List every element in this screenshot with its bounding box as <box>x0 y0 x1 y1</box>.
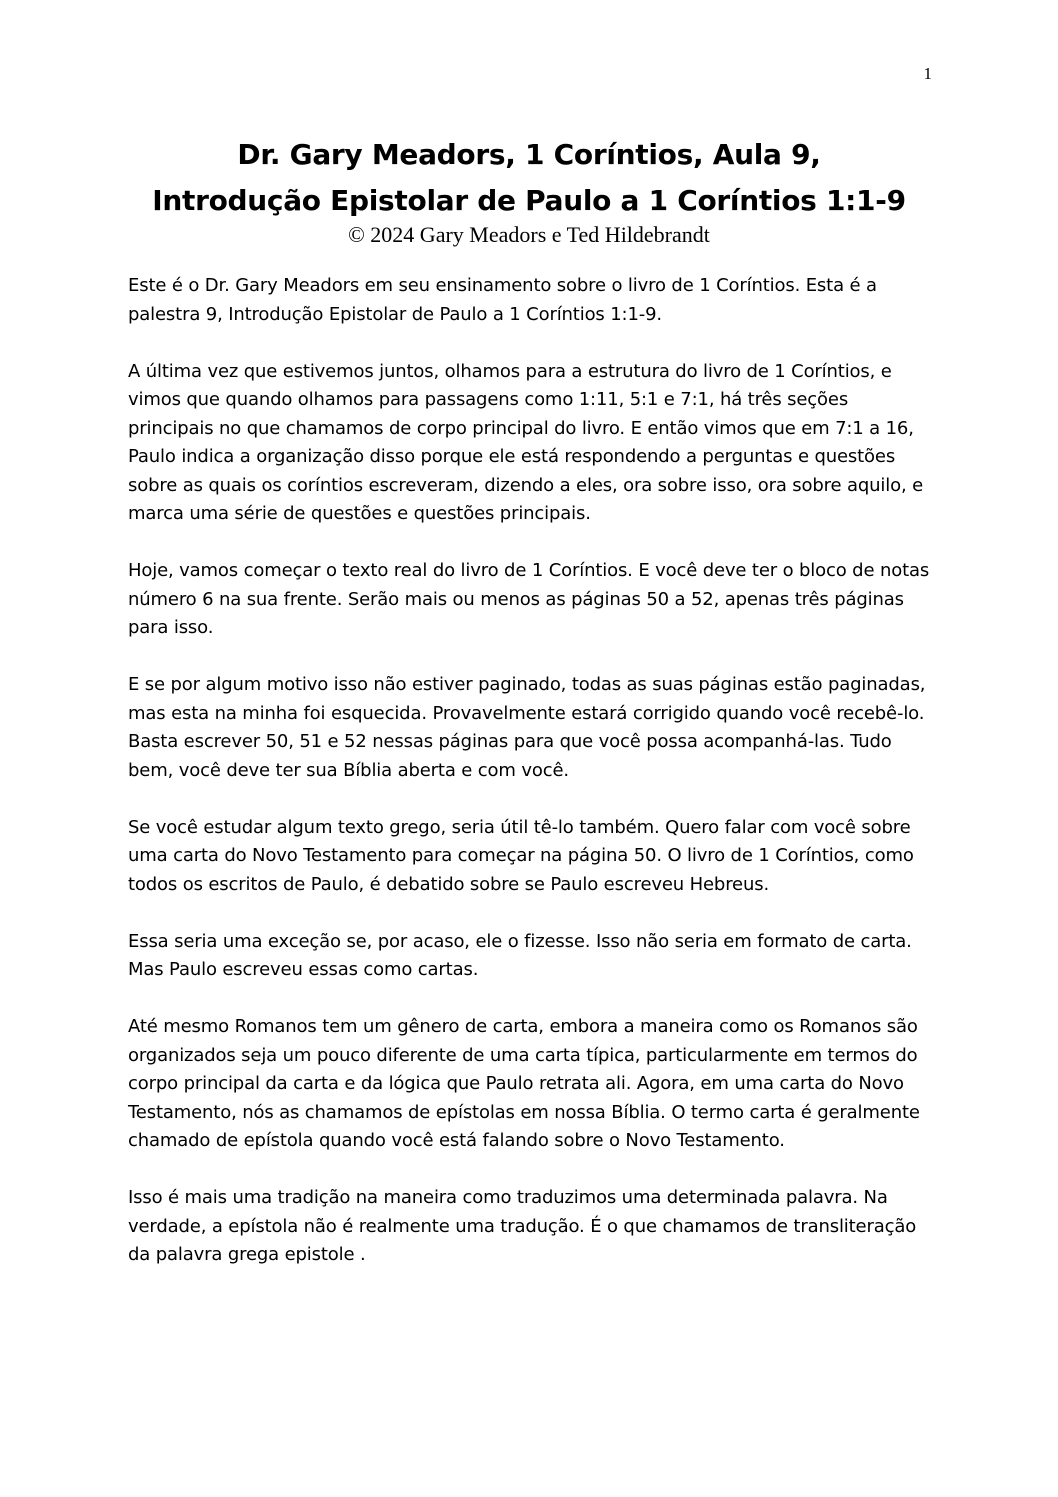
paragraph-2: A última vez que estivemos juntos, olhamos para a estrutura do livro de 1 Coríntios, e vimos que quando olhamos para passagens como 1:11, 5:1 e 7:1, há três seções principais no que chamamos de corpo principal do livro. E então vimos que em 7:1 a 16, Paulo indica a organização disso porque ele está respondendo a perguntas e questões sobre as quais os coríntios escreveram, dizendo a eles, ora sobre isso, ora sobre aquilo, e marca uma série de questões e questões principais. <box>128 360 924 524</box>
paragraph-4: E se por algum motivo isso não estiver paginado, todas as suas páginas estão paginadas, mas esta na minha foi esquecida. Provavelmente estará corrigido quando você recebê-lo. Basta escrever 50, 51 e 52 nessas páginas para que você possa acompanhá-las. Tudo bem, você deve ter sua Bíblia aberta e com você. <box>128 674 926 781</box>
paragraph-6: Essa seria uma exceção se, por acaso, ele o fizesse. Isso não seria em formato de carta. Mas Paulo escreveu essas como cartas. <box>128 930 912 980</box>
copyright-notice: © 2024 Gary Meadors e Ted Hildebrandt <box>348 222 710 247</box>
paragraph-8: Isso é mais uma tradição na maneira como traduzimos uma determinada palavra. Na verdade, a epístola não é realmente uma tradução. É o que chamamos de transliteração da palavra grega epistole . <box>128 1187 917 1265</box>
document-title-line-2: Introdução Epistolar de Paulo a 1 Coríntios 1:1-9 <box>152 184 906 217</box>
paragraph-3: Hoje, vamos começar o texto real do livro de 1 Coríntios. E você deve ter o bloco de notas número 6 na sua frente. Serão mais ou menos as páginas 50 a 52, apenas três páginas para isso. <box>128 560 930 638</box>
paragraph-1: Este é o Dr. Gary Meadors em seu ensinamento sobre o livro de 1 Coríntios. Esta é a palestra 9, Introdução Epistolar de Paulo a 1 Coríntios 1:1-9. <box>128 275 877 325</box>
paragraph-5: Se você estudar algum texto grego, seria útil tê-lo também. Quero falar com você sobre uma carta do Novo Testamento para começar na página 50. O livro de 1 Coríntios, como todos os escritos de Paulo, é debatido sobre se Paulo escreveu Hebreus. <box>128 816 914 895</box>
body-text <box>128 272 938 1298</box>
page-number: 1 <box>923 64 932 83</box>
document-title-line-1: Dr. Gary Meadors, 1 Coríntios, Aula 9, <box>237 138 821 171</box>
title-block <box>0 132 1058 248</box>
paragraph-7: Até mesmo Romanos tem um gênero de carta, embora a maneira como os Romanos são organizados seja um pouco diferente de uma carta típica, particularmente em termos do corpo principal da carta e da lógica que Paulo retrata ali. Agora, em uma carta do Novo Testamento, nós as chamamos de epístolas em nossa Bíblia. O termo carta é geralmente chamado de epístola quando você está falando sobre o Novo Testamento. <box>128 1016 920 1151</box>
